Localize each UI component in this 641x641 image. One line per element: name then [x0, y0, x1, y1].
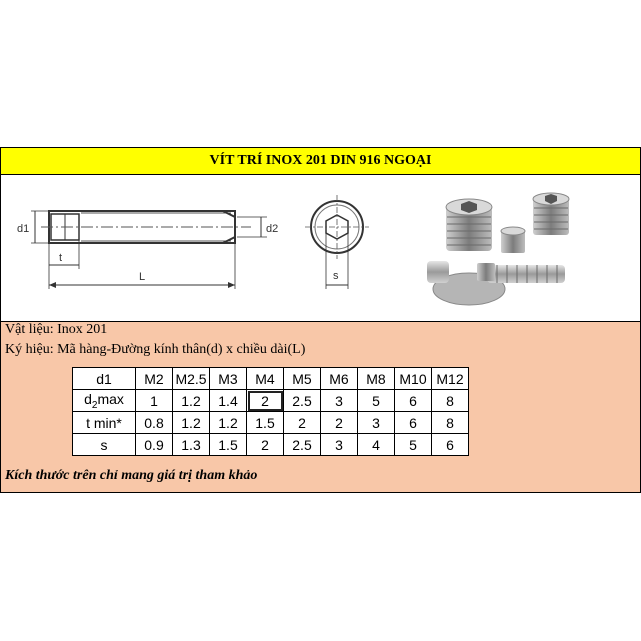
table-cell: 0.9: [136, 434, 173, 456]
spec-band: [0, 322, 641, 493]
table-header-cell: M12: [432, 368, 469, 390]
table-cell: 2: [321, 412, 358, 434]
table-header-label: d1: [73, 368, 136, 390]
table-cell: 6: [432, 434, 469, 456]
table-row: [73, 412, 469, 434]
label-L: L: [139, 271, 146, 283]
table-cell: 5: [358, 390, 395, 412]
table-header-cell: M5: [284, 368, 321, 390]
label-d2: d2: [266, 223, 279, 235]
symbol-line: Ký hiệu: Mã hàng-Đường kính thân(d) x chiều dài(L): [5, 342, 306, 357]
table-cell: 1: [136, 390, 173, 412]
table-row: [73, 434, 469, 456]
table-cell: 6: [395, 390, 432, 412]
table-row-label: t min*: [73, 412, 136, 434]
spec-sheet: [0, 147, 641, 493]
table-header-cell: M2.5: [173, 368, 210, 390]
table-cell: 3: [321, 390, 358, 412]
end-view-drawing: [297, 179, 387, 319]
table-cell: 1.5: [210, 434, 247, 456]
table-header-cell: M8: [358, 368, 395, 390]
label-t: t: [59, 252, 63, 264]
table-cell: 1.5: [247, 412, 284, 434]
label-d1: d1: [17, 223, 30, 235]
table-cell: 8: [432, 412, 469, 434]
side-view-drawing: [11, 179, 291, 319]
table-cell: 1.4: [210, 390, 247, 412]
table-cell: 4: [358, 434, 395, 456]
table-cell: 2: [247, 434, 284, 456]
table-cell: 8: [432, 390, 469, 412]
sheet-title: [0, 147, 641, 176]
table-header-row: [73, 368, 469, 390]
table-header-cell: M10: [395, 368, 432, 390]
table-cell: 5: [395, 434, 432, 456]
table-cell: 2.5: [284, 434, 321, 456]
drawing-band: [0, 175, 641, 322]
sheet-title-text: VÍT TRÍ INOX 201 DIN 916 NGOẠI: [209, 153, 432, 168]
reference-note: Kích thước trên chỉ mang giá trị tham khảo: [5, 468, 258, 483]
table-cell: 1.2: [173, 390, 210, 412]
dimension-table: [72, 367, 469, 456]
table-header-cell: M4: [247, 368, 284, 390]
table-cell: 6: [395, 412, 432, 434]
product-photo: [401, 179, 601, 319]
table-cell: 2: [247, 390, 284, 412]
table-header-cell: M6: [321, 368, 358, 390]
label-s: s: [333, 270, 339, 282]
table-cell: 1.2: [210, 412, 247, 434]
table-header-cell: M2: [136, 368, 173, 390]
table-cell: 1.3: [173, 434, 210, 456]
table-cell: 0.8: [136, 412, 173, 434]
table-cell: 2.5: [284, 390, 321, 412]
material-line: Vật liệu: Inox 201: [5, 322, 108, 337]
table-row-label: $d_2\max$: [73, 390, 136, 412]
table-cell: 2: [284, 412, 321, 434]
table-row: [73, 390, 469, 412]
table-cell: 3: [321, 434, 358, 456]
table-row-label: s: [73, 434, 136, 456]
table-cell: 1.2: [173, 412, 210, 434]
table-cell: 3: [358, 412, 395, 434]
table-header-cell: M3: [210, 368, 247, 390]
